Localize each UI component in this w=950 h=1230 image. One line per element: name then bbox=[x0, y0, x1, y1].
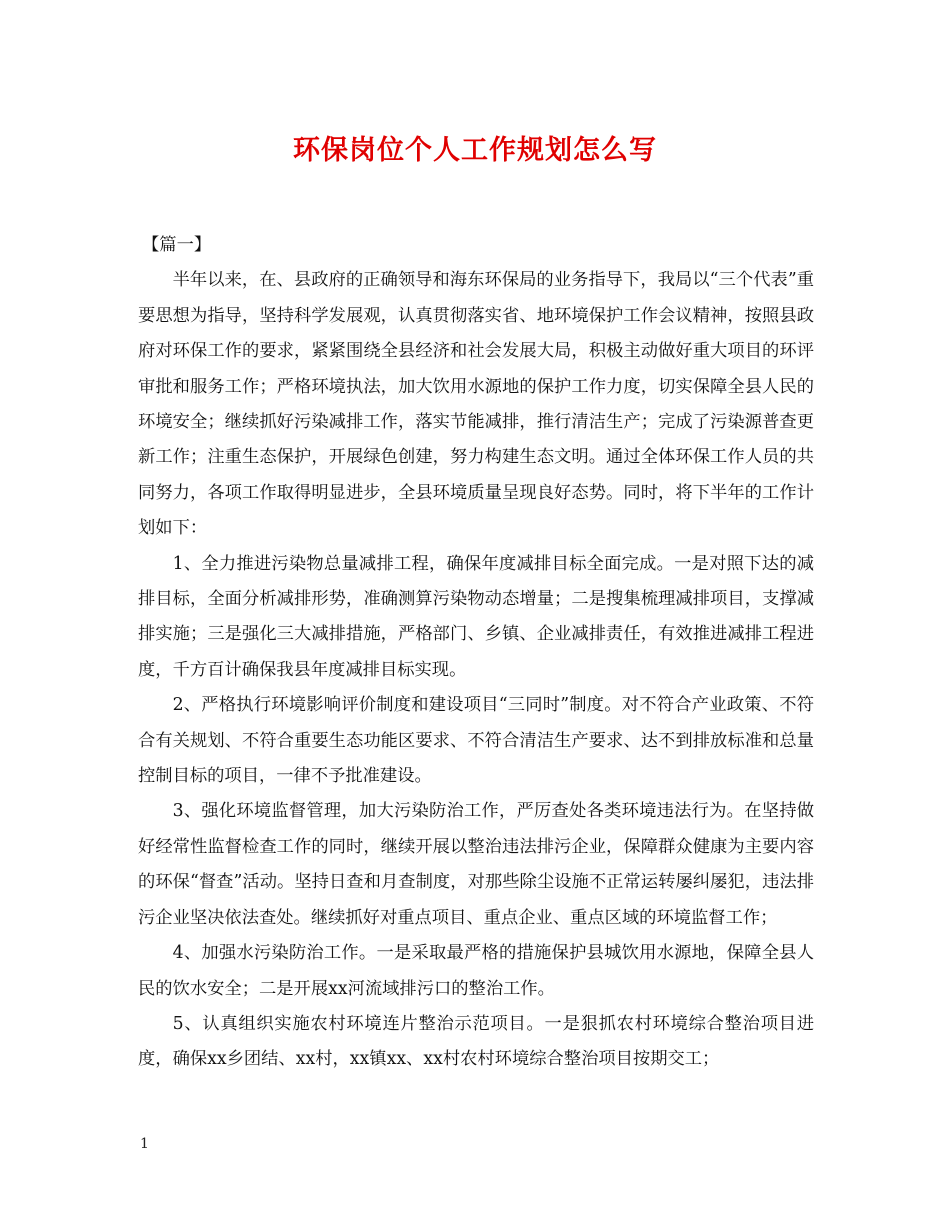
paragraph-item-2: 2、严格执行环境影响评价制度和建设项目“三同时”制度。对不符合产业政策、不符合有关规划、不符合重要生态功能区要求、不符合清洁生产要求、达不到排放标准和总量控制目标的项目，一律不予批准建设。 bbox=[138, 695, 814, 787]
document-body bbox=[138, 228, 814, 1078]
paragraph-item-4: 4、加强水污染防治工作。一是采取最严格的措施保护县城饮用水源地，保障全县人民的饮水安全；二是开展xx河流域排污口的整治工作。 bbox=[138, 943, 814, 999]
paragraph-item-1: 1、全力推进污染物总量减排工程，确保年度减排目标全面完成。一是对照下达的减排目标，全面分析减排形势，准确测算污染物动态增量；二是搜集梳理减排项目，支撑减排实施；三是强化三大减排措施，严格部门、乡镇、企业减排责任，有效推进减排工程进度，千方百计确保我县年度减排目标实现。 bbox=[138, 553, 814, 680]
paragraph-item-3: 3、强化环境监督管理，加大污染防治工作，严厉查处各类环境违法行为。在坚持做好经常性监督检查工作的同时，继续开展以整治违法排污企业，保障群众健康为主要内容的环保“督查”活动。坚持日查和月查制度，对那些除尘设施不正常运转屡纠屡犯，违法排污企业坚决依法查处。继续抓好对重点项目、重点企业、重点区域的环境监督工作； bbox=[138, 801, 814, 928]
document-title: 环保岗位个人工作规划怎么写 bbox=[293, 135, 657, 166]
section-tag: 【篇一】 bbox=[142, 235, 212, 255]
page-number: 1 bbox=[140, 1136, 149, 1152]
paragraph-intro: 半年以来，在、县政府的正确领导和海东环保局的业务指导下，我局以“三个代表”重要思想为指导，坚持科学发展观，认真贯彻落实省、地环境保护工作会议精神，按照县政府对环保工作的要求，紧紧围绕全县经济和社会发展大局，积极主动做好重大项目的环评审批和服务工作；严格环境执法，加大饮用水源地的保护工作力度，切实保障全县人民的环境安全；继续抓好污染减排工作，落实节能减排，推行清洁生产；完成了污染源普查更新工作；注重生态保护，开展绿色创建，努力构建生态文明。通过全体环保工作人员的共同努力，各项工作取得明显进步，全县环境质量呈现良好态势。同时，将下半年的工作计划如下： bbox=[138, 270, 814, 539]
paragraph-item-5: 5、认真组织实施农村环境连片整治示范项目。一是狠抓农村环境综合整治项目进度，确保xx乡团结、xx村，xx镇xx、xx村农村环境综合整治项目按期交工； bbox=[138, 1013, 814, 1070]
